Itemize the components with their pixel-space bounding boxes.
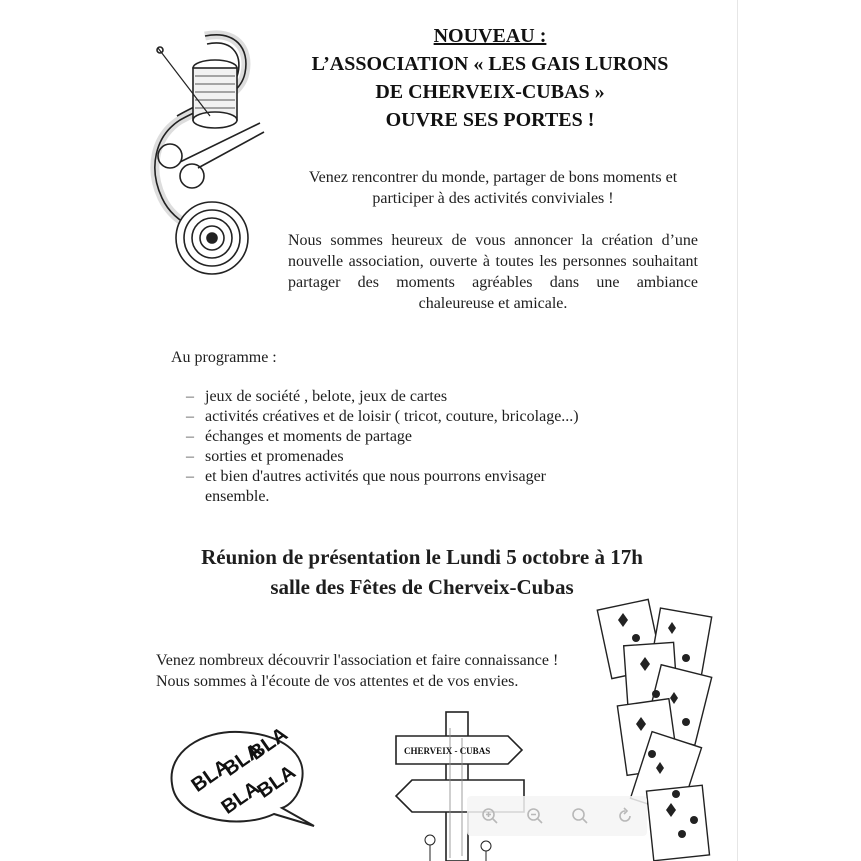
closing-line-2: Nous sommes à l'écoute de vos attentes et de vos envies. <box>156 673 519 690</box>
zoom-out-icon[interactable] <box>524 805 546 827</box>
list-item <box>186 427 626 447</box>
list-item-text: activités créatives et de loisir ( tricot, couture, bricolage...) <box>205 408 579 425</box>
zoom-in-icon[interactable] <box>479 805 501 827</box>
bla-bla-speech-bubble <box>162 722 322 832</box>
viewer-zoom-toolbar <box>467 796 647 836</box>
list-dash: – <box>186 468 194 485</box>
rotate-icon[interactable] <box>614 805 636 827</box>
closing-line-1: Venez nombreux découvrir l'association et faire connaissance ! <box>156 652 559 669</box>
intro-paragraph: Venez rencontrer du monde, partager de bons moments et participer à des activités conviviales ! <box>308 169 678 207</box>
bla-word: BLA <box>245 723 292 765</box>
list-item-text: et bien d'autres activités que nous pourrons envisager ensemble. <box>205 468 547 505</box>
list-item <box>186 387 626 407</box>
announcement-title <box>290 22 690 134</box>
program-list <box>186 387 626 507</box>
list-item-text: échanges et moments de partage <box>205 428 413 445</box>
signpost-label: CHERVEIX - CUBAS <box>404 746 491 756</box>
search-icon[interactable] <box>569 805 591 827</box>
meeting-place: salle des Fêtes de Cherveix-Cubas <box>270 575 574 599</box>
list-item-text: jeux de société , belote, jeux de cartes <box>205 388 448 405</box>
title-line-3: DE CHERVEIX-CUBAS » <box>375 81 605 103</box>
list-item <box>186 407 626 427</box>
title-line-1: NOUVEAU : <box>433 25 547 47</box>
list-item-text: sorties et promenades <box>205 448 344 465</box>
bla-word: BLA <box>219 739 266 781</box>
list-dash: – <box>186 388 194 405</box>
program-label: Au programme : <box>171 349 277 366</box>
title-line-4: OUVRE SES PORTES ! <box>385 109 595 131</box>
announcement-paragraph: Nous sommes heureux de vous annoncer la création d’une nouvelle association, ouverte à toutes les personnes souhaitant partager des moments agréables dans une ambiance chaleureuse et amicale. <box>288 232 698 312</box>
list-item <box>186 447 626 467</box>
list-dash: – <box>186 428 194 445</box>
meeting-info <box>150 542 694 602</box>
bla-word: BLA <box>187 755 234 797</box>
closing-text <box>156 650 616 692</box>
list-dash: – <box>186 448 194 465</box>
title-line-2: L’ASSOCIATION « LES GAIS LURONS <box>311 53 669 75</box>
list-dash: – <box>186 408 194 425</box>
list-item <box>186 467 605 507</box>
page-edge <box>737 0 738 861</box>
meeting-date: Réunion de présentation le Lundi 5 octobre à 17h <box>201 545 643 569</box>
bla-word: BLA <box>253 761 300 803</box>
sewing-illustration <box>140 28 275 290</box>
signpost-illustration <box>390 708 530 861</box>
bla-word: BLA <box>217 777 264 819</box>
